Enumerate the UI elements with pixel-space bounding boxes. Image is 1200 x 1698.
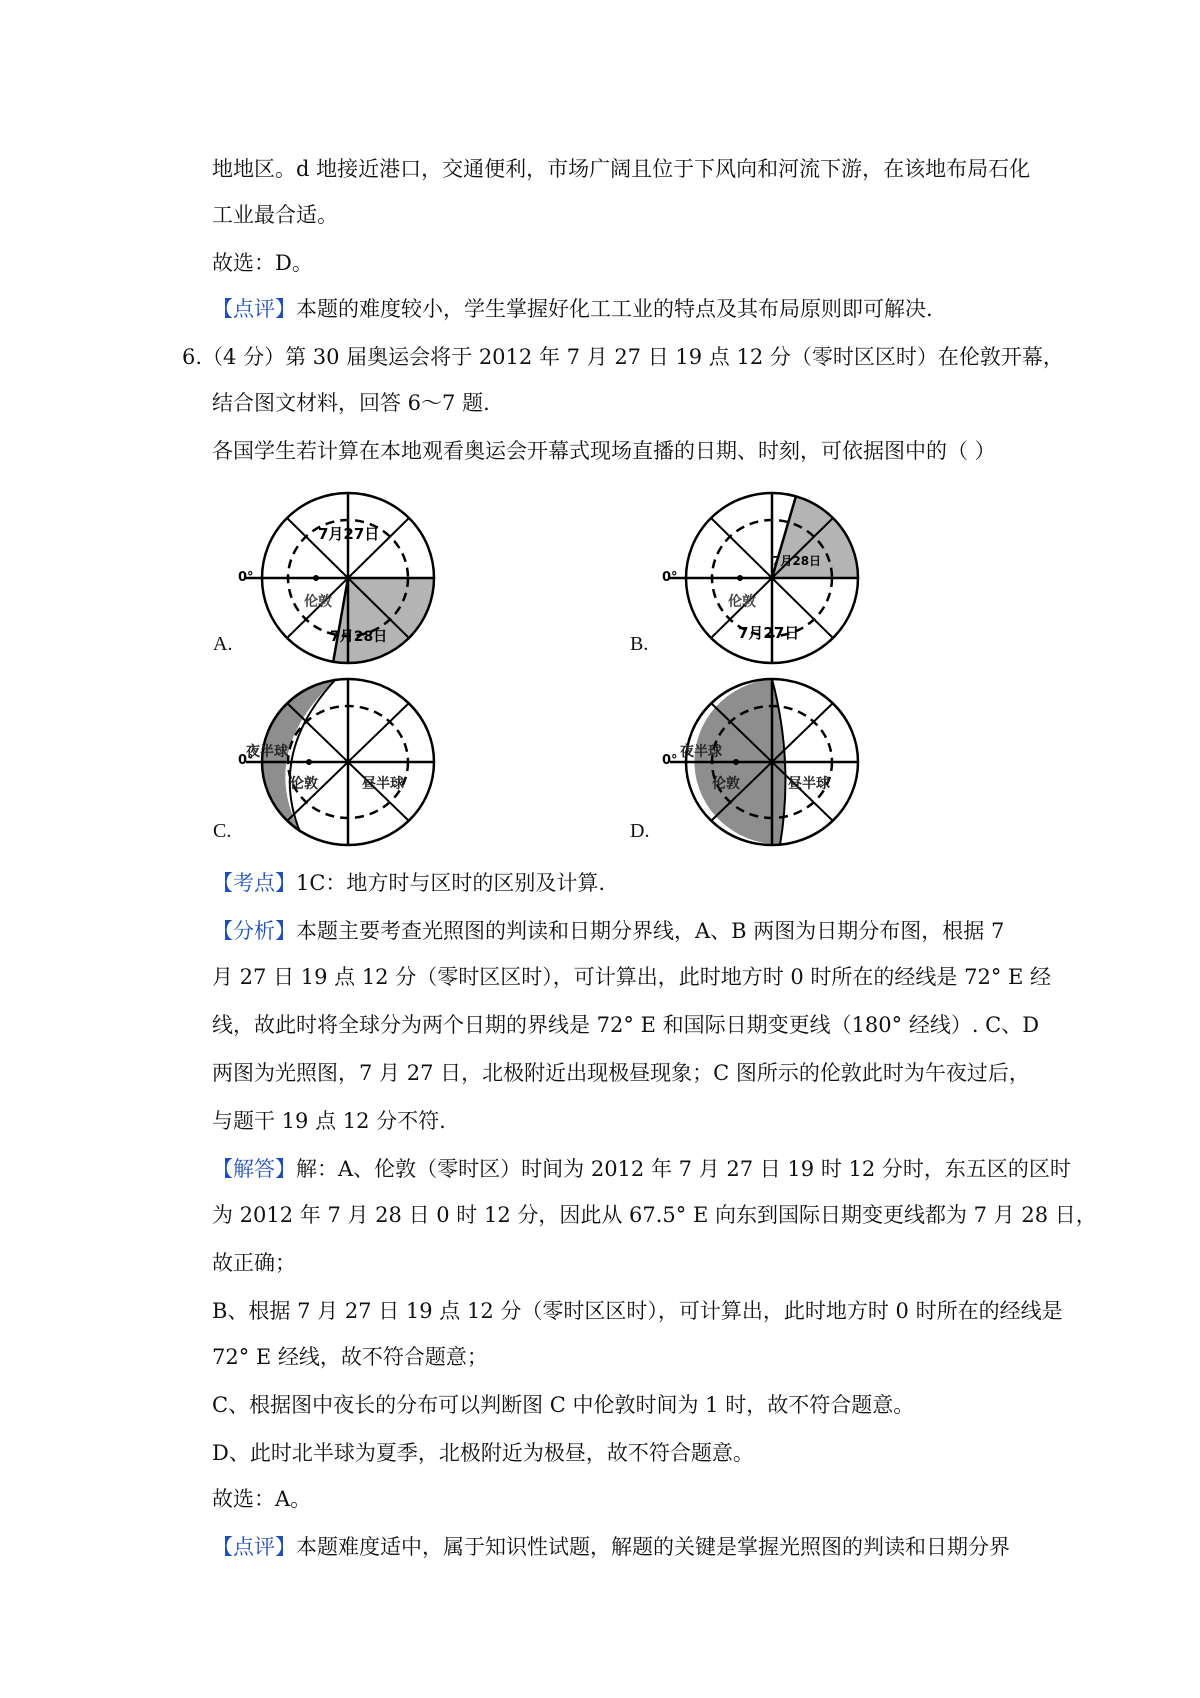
fenxi-text: 本题主要考查光照图的判读和日期分界线，A、B 两图为日期分布图，根据 7 [296, 919, 1005, 943]
night-hemisphere-label: 夜半球 [246, 744, 288, 760]
jieda-text: 解：A、伦敦（零时区）时间为 2012 年 7 月 27 日 19 时 12 分时，东五区的区时 [296, 1157, 1071, 1181]
fenxi-line: 月 27 日 19 点 12 分（零时区区时），可计算出，此时地方时 0 时所在的经线是 72° E 经 [212, 965, 1052, 989]
date-27-label: 7月27日 [738, 624, 800, 642]
jieda-line: 72° E 经线，故不符合题意； [212, 1345, 488, 1369]
day-hemisphere-label: 昼半球 [788, 776, 830, 792]
option-c-label: C. [213, 820, 232, 842]
fenxi-line: 与题干 19 点 12 分不符. [212, 1109, 446, 1133]
zero-label: 0° [662, 753, 678, 768]
jieda-line: 为 2012 年 7 月 28 日 0 时 12 分，因此从 67.5° E 向东到国际日期变更线都为 7 月 28 日， [212, 1203, 1097, 1227]
fenxi-line [212, 916, 1004, 946]
figure-c-illumination-diagram [238, 672, 458, 852]
comment-line [212, 1532, 1010, 1562]
comment-tag: 【点评】 [212, 1535, 296, 1559]
london-label: 伦敦 [728, 594, 756, 610]
london-label: 伦敦 [712, 776, 740, 792]
fenxi-tag: 【分析】 [212, 919, 296, 943]
answer-line: 故选：D。 [212, 251, 313, 275]
answer-line: 故选：A。 [212, 1487, 312, 1511]
day-hemisphere-label: 昼半球 [362, 776, 404, 792]
text-line: 工业最合适。 [212, 203, 338, 227]
jieda-line: B、根据 7 月 27 日 19 点 12 分（零时区区时），可计算出，此时地方时 0 时所在的经线是 [212, 1299, 1063, 1323]
question-line: 结合图文材料，回答 6～7 题. [212, 391, 490, 415]
date-27-label: 7月27日 [318, 525, 380, 543]
option-a-label: A. [213, 633, 233, 655]
london-label: 伦敦 [304, 594, 332, 610]
comment-text: 本题的难度较小，学生掌握好化工工业的特点及其布局原则即可解决. [296, 297, 933, 321]
comment-text: 本题难度适中，属于知识性试题，解题的关键是掌握光照图的判读和日期分界 [296, 1535, 1010, 1559]
zero-label: 0° [238, 753, 254, 768]
kaodian-line [212, 868, 605, 898]
text-line: 地地区。d 地接近港口，交通便利，市场广阔且位于下风向和河流下游，在该地布局石化 [212, 157, 1031, 181]
jieda-line: D、此时北半球为夏季，北极附近为极昼，故不符合题意。 [212, 1441, 754, 1465]
kaodian-text: 1C：地方时与区时的区别及计算. [296, 871, 606, 895]
night-hemisphere-label: 夜半球 [680, 744, 722, 760]
option-b-label: B. [630, 633, 649, 655]
london-label: 伦敦 [290, 776, 318, 792]
comment-tag: 【点评】 [212, 297, 296, 321]
date-28-label: 7月28日 [772, 554, 822, 568]
question-prompt: 各国学生若计算在本地观看奥运会开幕式现场直播的日期、时刻，可依据图中的（ ） [212, 439, 996, 463]
figure-d-illumination-diagram [662, 672, 882, 852]
zero-label: 0° [662, 570, 678, 585]
option-d-label: D. [630, 820, 650, 842]
jieda-line: C、根据图中夜长的分布可以判断图 C 中伦敦时间为 1 时，故不符合题意。 [212, 1393, 915, 1417]
figure-a-date-diagram [238, 482, 458, 672]
figure-b-date-diagram [662, 482, 882, 672]
kaodian-tag: 【考点】 [212, 871, 296, 895]
fenxi-line: 两图为光照图，7 月 27 日，北极附近出现极昼现象；C 图所示的伦敦此时为午夜过后， [212, 1061, 1030, 1085]
date-28-label: 7月28日 [330, 629, 388, 645]
fenxi-line: 线，故此时将全球分为两个日期的界线是 72° E 和国际日期变更线（180° 经线）. C、D [212, 1013, 1040, 1037]
jieda-tag: 【解答】 [212, 1157, 296, 1181]
question-line: 6.（4 分）第 30 届奥运会将于 2012 年 7 月 27 日 19 点 12 分（零时区区时）在伦敦开幕， [182, 345, 1064, 369]
zero-label: 0° [238, 570, 254, 585]
comment-line [212, 294, 933, 324]
jieda-line [212, 1154, 1071, 1184]
jieda-line: 故正确； [212, 1251, 296, 1275]
